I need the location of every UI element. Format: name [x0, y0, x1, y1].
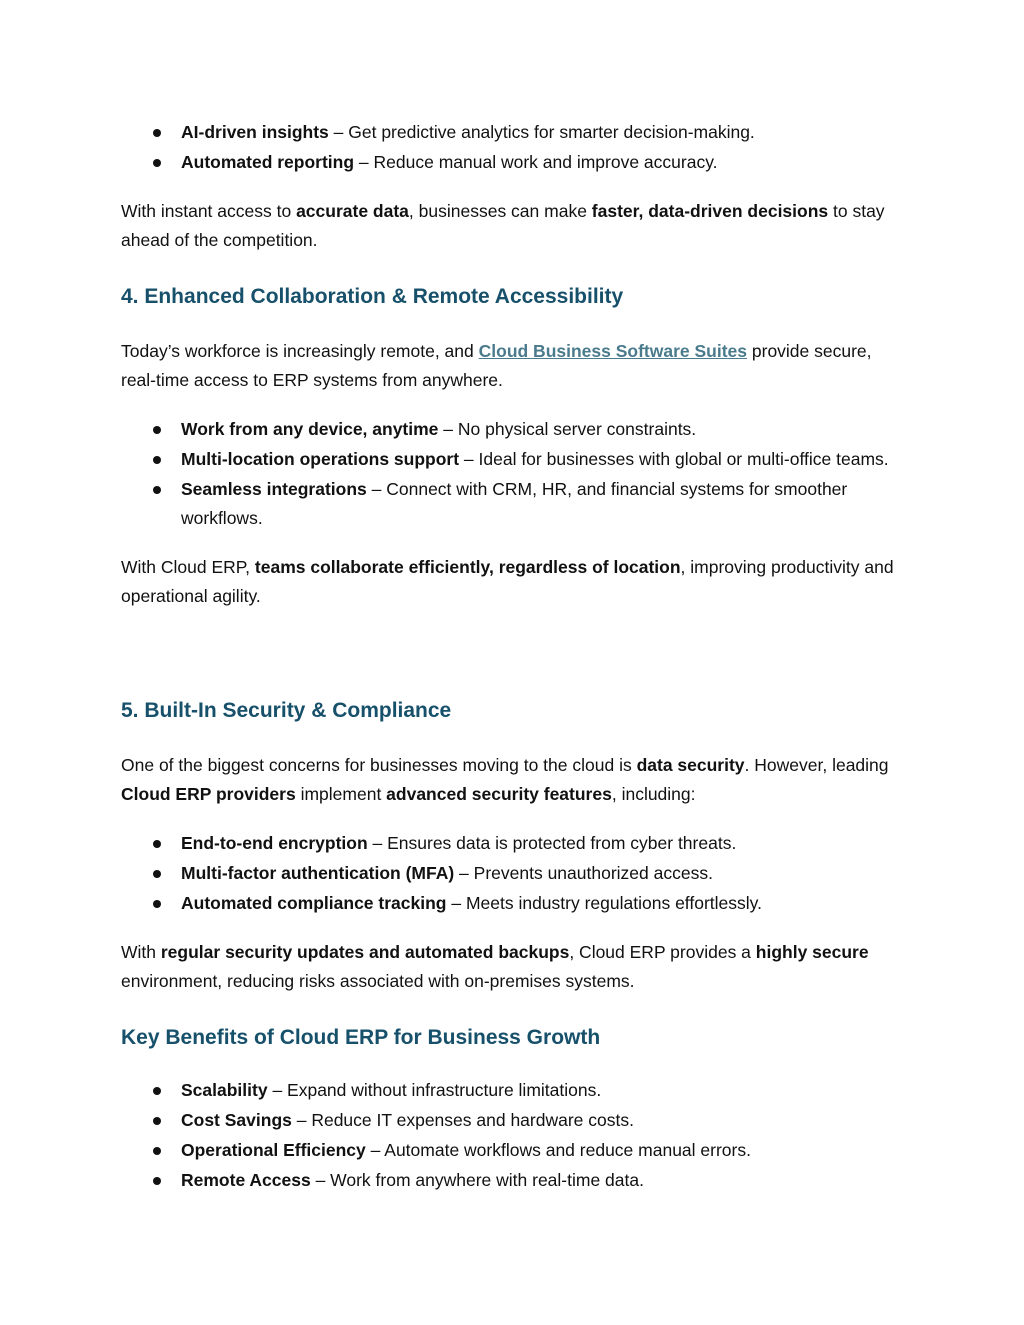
collaboration-list [121, 415, 911, 533]
section-heading-security: 5. Built-In Security & Compliance [121, 699, 452, 722]
paragraph-data-access: With instant access to accurate data, businesses can make faster, data-driven decisions to stay ahead of the competition. [121, 201, 885, 250]
list-item: Multi-location operations support – Ideal for businesses with global or multi-office teams. [121, 445, 911, 474]
list-item: Scalability – Expand without infrastructure limitations. [121, 1076, 911, 1105]
cloud-suites-link[interactable]: Cloud Business Software Suites [478, 341, 748, 361]
list-item: Seamless integrations – Connect with CRM, HR, and financial systems for smoother workflows. [121, 475, 911, 533]
bullet-icon [153, 1117, 161, 1125]
paragraph-remote: Today’s workforce is increasingly remote, and Cloud Business Software Suites provide secure, real-time access to ERP systems from anywhere. [121, 341, 872, 390]
bullet-icon [153, 1087, 161, 1095]
paragraph-security-summary: With regular security updates and automated backups, Cloud ERP provides a highly secure environment, reducing risks associated with on-premises systems. [121, 942, 869, 991]
bullet-icon [153, 900, 161, 908]
list-item: Cost Savings – Reduce IT expenses and hardware costs. [121, 1106, 911, 1135]
bullet-icon [153, 1147, 161, 1155]
bullet-icon [153, 870, 161, 878]
benefits-list [121, 1076, 911, 1195]
bullet-icon [153, 129, 161, 137]
bullet-icon [153, 159, 161, 167]
document-content [121, 118, 911, 1196]
list-item: Automated reporting – Reduce manual work and improve accuracy. [121, 148, 911, 177]
list-item: Multi-factor authentication (MFA) – Prevents unauthorized access. [121, 859, 911, 888]
list-item: Automated compliance tracking – Meets industry regulations effortlessly. [121, 889, 911, 918]
list-item: End-to-end encryption – Ensures data is protected from cyber threats. [121, 829, 911, 858]
security-list [121, 829, 911, 918]
bullet-icon [153, 426, 161, 434]
list-item: Operational Efficiency – Automate workflows and reduce manual errors. [121, 1136, 911, 1165]
bullet-icon [153, 840, 161, 848]
section-heading-benefits: Key Benefits of Cloud ERP for Business Growth [121, 1026, 601, 1049]
bullet-icon [153, 486, 161, 494]
list-item: AI-driven insights – Get predictive analytics for smarter decision-making. [121, 118, 911, 147]
insights-list [121, 118, 911, 177]
paragraph-collaboration-summary: With Cloud ERP, teams collaborate efficiently, regardless of location, improving productivity and operational agility. [121, 557, 894, 606]
bullet-icon [153, 1177, 161, 1185]
paragraph-security: One of the biggest concerns for businesses moving to the cloud is data security. However, leading Cloud ERP providers implement advanced security features, including: [121, 755, 889, 804]
section-heading-collaboration: 4. Enhanced Collaboration & Remote Accessibility [121, 285, 624, 308]
list-item: Remote Access – Work from anywhere with real-time data. [121, 1166, 911, 1195]
bullet-icon [153, 456, 161, 464]
list-item: Work from any device, anytime – No physical server constraints. [121, 415, 911, 444]
